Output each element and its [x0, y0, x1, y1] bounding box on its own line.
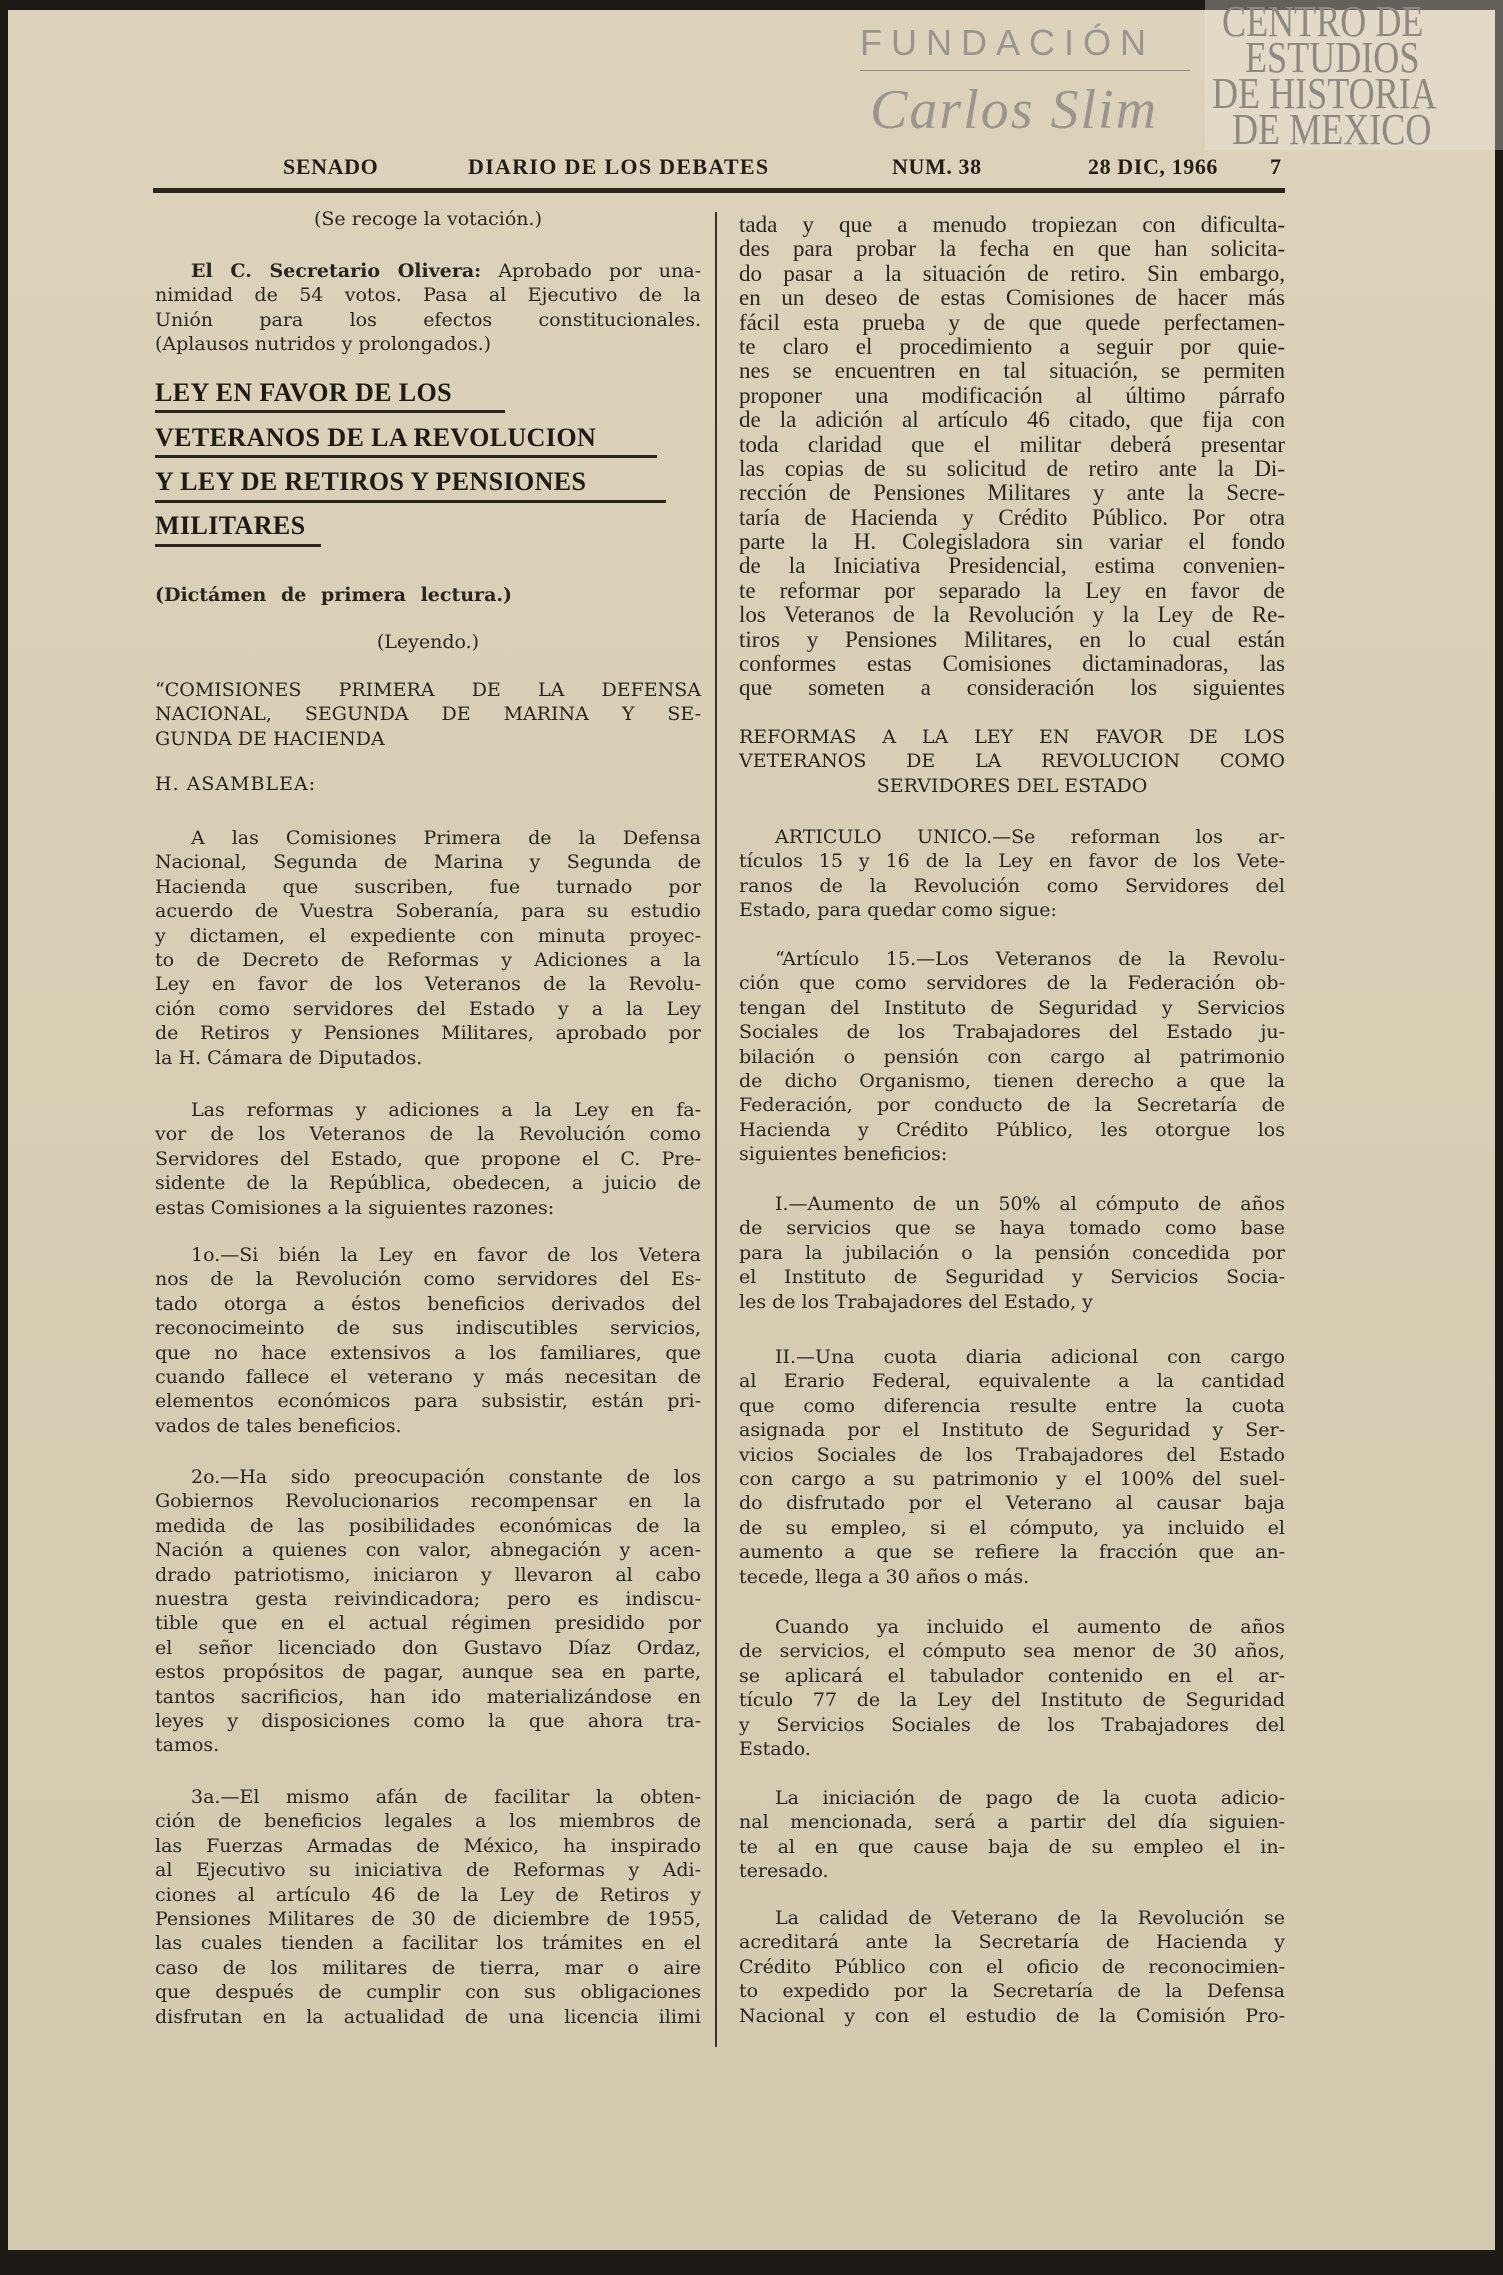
secretary-statement-rest: [155, 283, 701, 356]
text-line: des para probar la fecha en que han solicita-: [739, 236, 1285, 262]
commissions-heading: [155, 678, 701, 751]
text-line: tantos sacrificios, han ido materializándose en: [155, 1685, 701, 1708]
text-line: bilación o pensión con cargo al patrimonio: [739, 1045, 1285, 1068]
heading-underline: [155, 500, 666, 503]
text-line: de la Iniciativa Presidencial, estima convenien-: [739, 553, 1285, 579]
text-line: (Aplausos nutridos y prolongados.): [155, 333, 492, 356]
text-line: I.—Aumento de un 50% al cómputo de años: [775, 1193, 1285, 1215]
header-issue-number: NUM. 38: [892, 154, 982, 179]
text-line: tengan del Instituto de Seguridad y Servicios: [739, 996, 1285, 1019]
text-line: las copias de su solicitud de retiro ante la Di-: [739, 455, 1285, 481]
text-line: “Artículo 15.—Los Veteranos de la Revolu-: [775, 948, 1285, 970]
paragraph: [739, 1615, 1285, 1761]
text-line: ción de beneficios legales a los miembros de: [155, 1810, 701, 1833]
text-line: parte la H. Colegisladora sin variar el fondo: [739, 529, 1285, 555]
text-line: Nacional y con el estudio de la Comisión Pro-: [739, 2004, 1285, 2027]
watermark-line: ESTUDIOS: [1245, 33, 1420, 82]
text-line: conformes estas Comisiones dictaminadoras, las: [739, 651, 1285, 677]
text-line: el señor licenciado don Gustavo Díaz Ordaz,: [155, 1636, 701, 1659]
text-line: el Instituto de Seguridad y Servicios Socia-: [739, 1266, 1285, 1289]
text-line: nes se encuentren en tal situación, se permiten: [739, 358, 1285, 384]
text-line: sidente de la República, obedecen, a juicio de: [155, 1172, 701, 1195]
text-line: nos de la Revolución como servidores del Es-: [155, 1268, 701, 1291]
text-line: VETERANOS DE LA REVOLUCION COMO: [739, 750, 1285, 773]
text-line: do disfrutado por el Veterano al causar baja: [739, 1492, 1285, 1515]
text-line: A las Comisiones Primera de la Defensa: [191, 827, 701, 849]
text-line: Las reformas y adiciones a la Ley en fa-: [191, 1099, 701, 1121]
text-line: la H. Cámara de Diputados.: [155, 1046, 423, 1069]
text-line: reconocimeinto de sus indiscutibles servicios,: [155, 1317, 701, 1340]
text-line: para la jubilación o la pensión concedida por: [739, 1241, 1285, 1264]
paragraph: [739, 1345, 1285, 1589]
text-line: NACIONAL, SEGUNDA DE MARINA Y SE-: [155, 703, 701, 726]
text-line: que no hace extensivos a los familiares, que: [155, 1341, 701, 1364]
text-line: nal mencionada, será a partir del día siguien-: [739, 1811, 1285, 1834]
reading-note: (Leyendo.): [376, 631, 480, 653]
text-line: Hacienda que suscriben, fue turnado por: [155, 875, 701, 898]
text-line: cuando fallece el veterano y más necesitan de: [155, 1365, 701, 1388]
text-line: que después de cumplir con sus obligaciones: [155, 1981, 701, 2004]
paragraph: [739, 947, 1285, 1167]
text-line: de servicios, el cómputo sea menor de 30 años,: [739, 1640, 1285, 1663]
text-line: 2o.—Ha sido preocupación constante de los: [191, 1466, 701, 1488]
text-line: siguientes beneficios:: [739, 1143, 948, 1166]
text-line: to de Decreto de Reformas y Adiciones a la: [155, 948, 701, 971]
text-line: de Retiros y Pensiones Militares, aprobado por: [155, 1022, 701, 1045]
section-heading-line: LEY EN FAVOR DE LOS: [155, 378, 452, 407]
text-line: Gobiernos Revolucionarios recompensar en la: [155, 1490, 701, 1513]
text-line: tada y que a menudo tropiezan con dificulta-: [739, 212, 1285, 237]
paragraph: [155, 1098, 701, 1220]
text-line: “COMISIONES PRIMERA DE LA DEFENSA: [155, 679, 701, 701]
text-line: al Ejecutivo su iniciativa de Reformas y Adi-: [155, 1859, 701, 1882]
text-line: tículos 15 y 16 de la Ley en favor de los Vete-: [739, 850, 1285, 873]
heading-underline: [155, 455, 657, 458]
text-line: estos propósitos de pagar, aunque sea en parte,: [155, 1661, 701, 1684]
text-line: taría de Hacienda y Crédito Público. Por otra: [739, 504, 1285, 530]
watermark-signature: Carlos Slim: [870, 79, 1159, 141]
text-line: de la adición al artículo 46 citado, que fija con: [739, 407, 1285, 433]
text-line: tible que en el actual régimen presidido por: [155, 1612, 701, 1635]
text-line: acuerdo de Vuestra Soberanía, para su estudio: [155, 900, 701, 923]
text-line: asignada por el Instituto de Seguridad y Ser-: [739, 1419, 1285, 1442]
paragraph: [155, 826, 701, 1070]
heading-underline: [155, 544, 321, 547]
header-chamber: SENADO: [283, 154, 379, 179]
text-line: vicios Sociales de los Trabajadores del Estado: [739, 1443, 1285, 1466]
text-line: tado otorga a éstos beneficios derivados del: [155, 1292, 701, 1315]
text-line: tamos.: [155, 1734, 220, 1757]
text-line: medida de las posibilidades económicas de la: [155, 1514, 701, 1537]
text-line: nimidad de 54 votos. Pasa al Ejecutivo de la: [155, 284, 701, 307]
text-line: elementos económicos para subsistir, están pri-: [155, 1390, 701, 1413]
text-line: te al en que cause baja de su empleo el in-: [739, 1835, 1285, 1858]
text-line: tiros y Pensiones Militares, en lo cual están: [739, 626, 1285, 652]
dictamen-note: (Dictámen de primera lectura.): [155, 584, 512, 606]
text-line: disfrutan en la actualidad de una licencia ilimi: [155, 2005, 701, 2028]
text-line: ranos de la Revolución como Servidores del: [739, 874, 1285, 897]
text-line: con cargo a su patrimonio y el 100% del suel-: [739, 1467, 1285, 1490]
text-line: y dictamen, el expediente con minuta proyec-: [155, 924, 701, 947]
speaker-name: El C. Secretario Olivera:: [191, 260, 482, 282]
paragraph: [739, 1786, 1285, 1884]
text-line: se aplicará el tabulador contenido en el ar-: [739, 1664, 1285, 1687]
text-line: leyes y disposiciones como la que ahora tra-: [155, 1709, 701, 1732]
vote-note: (Se recoge la votación.): [314, 208, 542, 230]
text-line: nuestra gesta reivindicadora; pero es indiscu-: [155, 1587, 701, 1610]
paragraph: [739, 1192, 1285, 1314]
text-line: te reformar por separado la Ley en favor de: [739, 577, 1285, 603]
text-line: II.—Una cuota diaria adicional con cargo: [775, 1346, 1285, 1368]
text-line: y Servicios Sociales de los Trabajadores del: [739, 1713, 1285, 1736]
text-line: do pasar a la situación de retiro. Sin embargo,: [739, 260, 1285, 286]
text-line: Pensiones Militares de 30 de diciembre de 1955,: [155, 1907, 701, 1930]
text-line: La iniciación de pago de la cuota adicio-: [775, 1787, 1285, 1809]
text-line: 1o.—Si bién la Ley en favor de los Vetera: [191, 1244, 701, 1266]
text-line: to expedido por la Secretaría de la Defensa: [739, 1980, 1285, 2003]
paragraph: [155, 1243, 701, 1438]
text-line: acreditará ante la Secretaría de Hacienda y: [739, 1931, 1285, 1954]
text-line: Unión para los efectos constitucionales.: [155, 308, 701, 331]
text-line: 3a.—El mismo afán de facilitar la obten-: [191, 1786, 701, 1808]
text-line: La calidad de Veterano de la Revolución se: [775, 1907, 1285, 1929]
section-heading-line: MILITARES: [155, 511, 306, 540]
text-line: las Fuerzas Armadas de México, ha inspirado: [155, 1834, 701, 1857]
text-line: Nacional, Segunda de Marina y Segunda de: [155, 851, 701, 874]
text-line: ción como servidores del Estado y a la Ley: [155, 997, 701, 1020]
text-line: Ley en favor de los Veteranos de la Revolu-: [155, 973, 701, 996]
text-line: SERVIDORES DEL ESTADO: [876, 774, 1148, 797]
text-line: GUNDA DE HACIENDA: [155, 727, 385, 750]
header-publication: DIARIO DE LOS DEBATES: [468, 154, 770, 179]
header-rule: [153, 188, 1285, 193]
text-line: rección de Pensiones Militares y ante la Secre-: [739, 480, 1285, 506]
secretary-statement: [155, 259, 701, 357]
text-line: que como diferencia resulte entre la cuota: [739, 1394, 1285, 1417]
text-line: de su empleo, si el cómputo, ya incluido el: [739, 1516, 1285, 1539]
text-line: drado patriotismo, iniciaron y llevaron al cabo: [155, 1563, 701, 1586]
text-line: teresado.: [739, 1860, 829, 1883]
paragraph: [739, 825, 1285, 923]
text-line: proponer una modificación al último párrafo: [739, 382, 1285, 408]
text-line: Nación a quienes con valor, abnegación y acen-: [155, 1539, 701, 1562]
text-line: caso de los militares de tierra, mar o aire: [155, 1956, 701, 1979]
text-line: las cuales tienden a facilitar los trámites en el: [155, 1932, 701, 1955]
text-line: vados de tales beneficios.: [155, 1414, 402, 1437]
heading-underline: [155, 410, 505, 413]
speech-text: Aprobado por una-: [498, 260, 701, 282]
paragraph: [739, 213, 1285, 701]
header-page-number: 7: [1270, 154, 1282, 179]
text-line: estas Comisiones a la siguientes razones:: [155, 1196, 555, 1219]
text-line: en un deseo de estas Comisiones de hacer más: [739, 285, 1285, 311]
text-line: tículo 77 de la Ley del Instituto de Seguridad: [739, 1689, 1285, 1712]
text-line: vor de los Veteranos de la Revolución como: [155, 1123, 701, 1146]
reform-heading: [739, 725, 1285, 798]
paragraph: [739, 1906, 1285, 2028]
text-line: de servicios que se haya tomado como base: [739, 1217, 1285, 1240]
text-line: Federación, por conducto de la Secretaría de: [739, 1094, 1285, 1117]
text-line: de dicho Organismo, tienen derecho a que la: [739, 1069, 1285, 1092]
watermark-divider: [860, 70, 1190, 71]
text-line: Estado, para quedar como sigue:: [739, 899, 1057, 922]
text-line: ARTICULO UNICO.—Se reforman los ar-: [775, 826, 1285, 848]
text-line: REFORMAS A LA LEY EN FAVOR DE LOS: [739, 726, 1285, 748]
text-line: aumento a que se refiere la fracción que an-: [739, 1541, 1285, 1564]
paragraph: [155, 1465, 701, 1758]
text-line: te claro el procedimiento a seguir por quie-: [739, 333, 1285, 359]
assembly-salutation: H. ASAMBLEA:: [155, 773, 317, 795]
text-line: les de los Trabajadores del Estado, y: [739, 1290, 1093, 1313]
text-line: al Erario Federal, equivalente a la cantidad: [739, 1370, 1285, 1393]
watermark-line: DE HISTORIA: [1212, 69, 1437, 118]
text-line: fácil esta prueba y de que quede perfectamen-: [739, 309, 1285, 335]
section-heading-line: Y LEY DE RETIROS Y PENSIONES: [155, 467, 587, 496]
watermark-line: CENTRO DE: [1222, 0, 1424, 46]
text-line: Cuando ya incluido el aumento de años: [775, 1616, 1285, 1638]
paragraph: [155, 1785, 701, 2029]
text-line: Crédito Público con el oficio de reconocimien-: [739, 1955, 1285, 1978]
watermark-foundation: FUNDACIÓN: [860, 22, 1155, 63]
text-line: Servidores del Estado, que propone el C. Pre-: [155, 1147, 701, 1170]
text-line: ciones al artículo 46 de la Ley de Retiros y: [155, 1883, 701, 1906]
section-heading-line: VETERANOS DE LA REVOLUCION: [155, 423, 597, 452]
text-line: los Veteranos de la Revolución y la Ley de Re-: [739, 602, 1285, 628]
text-line: tecede, llega a 30 años o más.: [739, 1565, 1030, 1588]
column-divider: [715, 212, 717, 2047]
text-line: Sociales de los Trabajadores del Estado ju-: [739, 1021, 1285, 1044]
text-line: [155, 259, 701, 283]
text-line: que someten a consideración los siguientes: [739, 675, 1285, 701]
watermark-line: DE MEXICO: [1232, 105, 1432, 154]
text-line: Hacienda y Crédito Público, les otorgue los: [739, 1118, 1285, 1141]
text-line: ción que como servidores de la Federación ob-: [739, 972, 1285, 995]
header-date: 28 DIC, 1966: [1088, 154, 1219, 179]
text-line: Estado.: [739, 1737, 811, 1760]
text-line: toda claridad que el militar deberá presentar: [739, 431, 1285, 457]
